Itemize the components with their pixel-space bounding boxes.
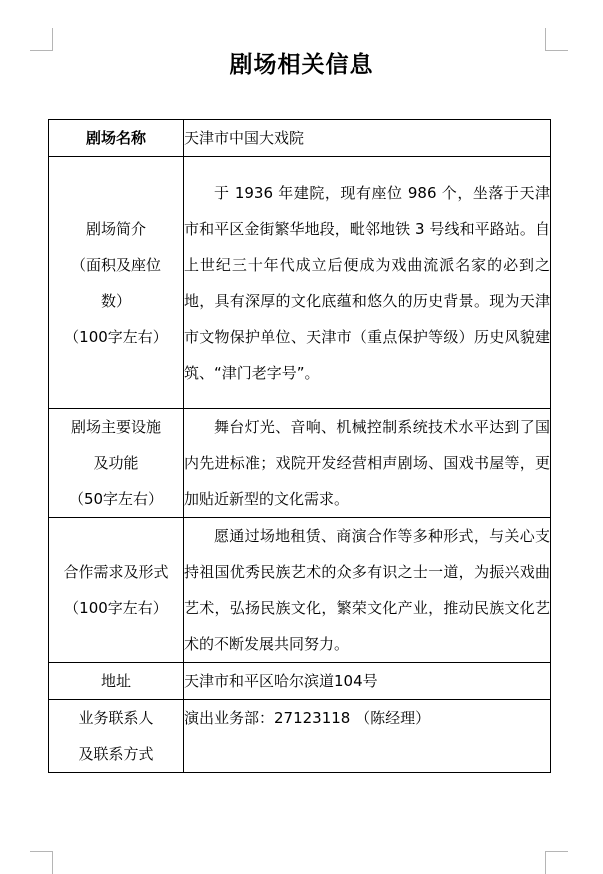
label-line: （面积及座位 (70, 255, 161, 274)
table-row-cooperation (49, 518, 551, 663)
crop-mark-bottom-left (30, 851, 53, 874)
label-theater-intro (49, 157, 184, 409)
table-row-address (49, 663, 551, 700)
label-line: 及功能 (93, 454, 139, 472)
label-line: 剧场主要设施 (70, 418, 161, 436)
label-line: 地址 (100, 672, 131, 690)
label-line: 及联系方式 (78, 745, 154, 763)
label-line: 数） (100, 291, 131, 310)
label-line: 合作需求及形式 (63, 563, 169, 581)
table-row-facilities (49, 409, 551, 518)
value-facilities: 舞台灯光、音响、机械控制系统技术水平达到了国内先进标准；戏院开发经营相声剧场、国戏书屋等，更加贴近新型的文化需求。 (184, 409, 551, 518)
table-row-contact (49, 700, 551, 773)
label-line: （50字左右） (68, 490, 164, 508)
label-line: 业务联系人 (78, 709, 154, 727)
value-theater-intro: 于 1936 年建院，现有座位 986 个，坐落于天津市和平区金街繁华地段，毗邻地铁 3 号线和平路站。自上世纪三十年代成立后便成为戏曲流派名家的必到之地，具有深厚的文化底蕴和悠久的历史背景。现为天津市文物保护单位、天津市（重点保护等级）历史风貌建筑、“津门老字号”。 (184, 157, 551, 409)
label-address (49, 663, 184, 700)
value-theater-name: 天津市中国大戏院 (184, 120, 551, 157)
table-row-intro (49, 157, 551, 409)
label-line: 剧场简介 (85, 219, 146, 238)
value-cooperation: 愿通过场地租赁、商演合作等多种形式，与关心支持祖国优秀民族艺术的众多有识之士一道，为振兴戏曲艺术，弘扬民族文化，繁荣文化产业，推动民族文化艺术的不断发展共同努力。 (184, 518, 551, 663)
label-contact (49, 700, 184, 773)
label-line: （100字左右） (64, 599, 168, 617)
table-row-name (49, 120, 551, 157)
label-line: （100字左右） (64, 327, 168, 346)
value-address: 天津市和平区哈尔滨道104号 (184, 663, 551, 700)
theater-info-table (48, 119, 551, 773)
label-facilities (49, 409, 184, 518)
label-line: 剧场名称 (85, 129, 146, 147)
value-contact: 演出业务部：27123118 （陈经理） (184, 700, 551, 773)
page-title: 剧场相关信息 (229, 52, 374, 78)
label-cooperation (49, 518, 184, 663)
label-theater-name (49, 120, 184, 157)
crop-mark-bottom-right (545, 851, 568, 874)
